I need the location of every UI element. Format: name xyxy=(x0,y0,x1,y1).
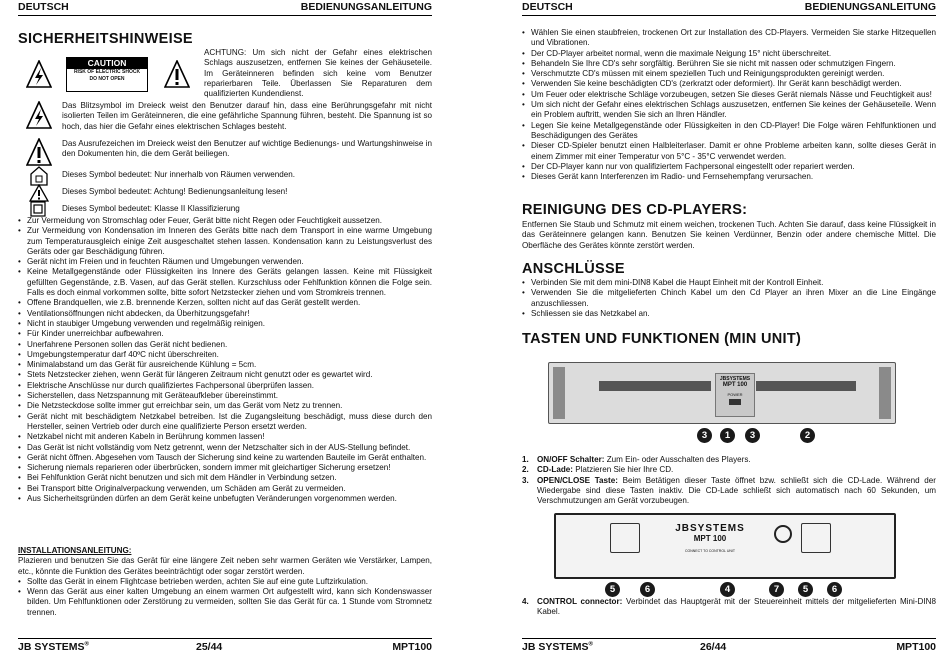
footer-brand: JB SYSTEMS® xyxy=(18,641,89,653)
list-item: • Für Kinder unerreichbar aufbewahren. xyxy=(18,329,432,339)
list-item: • Zur Vermeidung von Stromschlag oder Feuer, Gerät bitte nicht Regen oder Feuchtigkeit aussetzen. xyxy=(18,216,432,226)
list-item: • Legen Sie keine Metallgegenstände oder Flüssigkeiten in den CD-Player! Die Folge wären Fehlfunktionen und Beschädigungen des Gerätes xyxy=(522,121,936,142)
left-page xyxy=(18,0,432,654)
cleaning-text: Entfernen Sie Staub und Schmutz mit einem weichen, trockenen Tuch. Achten Sie darauf, dass keine Flüssigkeit in das Geräteinnere gelangen kann. Benutzen Sie keinen Verdünner, Benzin oder andere chemische Mittel. Die Oberfläche des Gerätes könnte zerstört werden. xyxy=(522,220,936,250)
footer-model: MPT100 xyxy=(392,641,432,653)
header-language: DEUTSCH xyxy=(18,1,69,13)
safety-heading: SICHERHEITSHINWEISE xyxy=(18,31,193,47)
read-manual-triangle-icon xyxy=(29,184,49,202)
cleaning-heading: REINIGUNG DES CD-PLAYERS: xyxy=(522,202,748,218)
list-item: • Bei Transport bitte Originalverpackung verwenden, um Schäden am Gerät zu vermeiden. xyxy=(18,484,432,494)
lightning-triangle-icon xyxy=(26,101,52,129)
list-item: • Wählen Sie einen staubfreien, trockenen Ort zur Installation des CD-Players. Vermeiden Sie starke Hitzequellen und Vibrationen. xyxy=(522,28,936,49)
installation-heading: INSTALLATIONSANLEITUNG: xyxy=(18,546,132,555)
lightning-triangle-icon xyxy=(26,60,52,88)
list-item: • Um sich nicht der Gefahr eines elektrischen Schlags auszusetzen, entfernen Sie keines der Gehäuseteile. Wenn ein Problem auftritt, wenden Sie sich an Ihren Händler. xyxy=(522,100,936,121)
callout-3: 3 xyxy=(697,428,712,443)
keys-heading: TASTEN UND FUNKTIONEN (MIN UNIT) xyxy=(522,331,802,347)
list-item: • Verbinden Sie mit dem mini-DIN8 Kabel die Haupt Einheit mit der Kontroll Einheit. xyxy=(522,278,936,288)
list-item: • Um Feuer oder elektrische Schläge vorzubeugen, setzen Sie dieses Gerät niemals Nässe und Feuchtigkeit aus! xyxy=(522,90,936,100)
header-title: BEDIENUNGSANLEITUNG xyxy=(804,1,936,13)
page-footer xyxy=(18,638,432,653)
connections-bullet-list xyxy=(522,278,936,319)
device-back-panel xyxy=(554,513,896,579)
list-item: • Der CD-Player kann nur von qualifiziertem Fachpersonal eingestellt oder repariert werden. xyxy=(522,162,936,172)
list-item: • Sollte das Gerät in einem Flightcase betrieben werden, achten Sie auf eine gute Luftzirkulation. xyxy=(18,577,432,587)
list-item: • Zur Vermeidung von Kondensation im Inneren des Geräts bitte nach dem Transport in eine warme Umgebung zum Temperaturausgleich einige Zeit ausgeschaltet stehen lassen. Kondensation kann zu Leistungsverlust des Geräts oder gar Beschädigung führen. xyxy=(18,226,432,257)
list-item: • Offene Brandquellen, wie z.B. brennende Kerzen, sollten nicht auf das Gerät gestellt werden. xyxy=(18,298,432,308)
caution-line2: DO NOT OPEN xyxy=(89,76,125,82)
list-item: 4. CONTROL connector: Verbindet das Hauptgerät mit der Steuereinheit mittels der mitgelieferten Mini-DIN8 Kabel. xyxy=(522,597,936,617)
class-two-square-icon xyxy=(30,201,46,217)
footer-brand: JB SYSTEMS® xyxy=(522,641,593,653)
caution-title: CAUTION xyxy=(67,58,147,69)
list-item: • Ventilationsöffnungen nicht abdecken, da Überhitzungsgefahr! xyxy=(18,309,432,319)
page-header xyxy=(522,1,936,16)
cd-tray-left xyxy=(599,381,711,391)
caution-line1: RISK OF ELECTRIC SHOCK xyxy=(73,69,141,75)
exclamation-triangle-icon xyxy=(164,60,190,88)
handling-bullet-list xyxy=(522,28,936,182)
power-inlet xyxy=(774,525,792,543)
list-item: • Das Gerät ist nicht vollständig vom Netz getrennt, wenn der Netzschalter sich in der AUS-Stellung befindet. xyxy=(18,443,432,453)
list-item: • Stets Netzstecker ziehen, wenn Gerät für längeren Zeitraum nicht genutzt oder es gewartet wird. xyxy=(18,370,432,380)
installation-section xyxy=(18,546,432,618)
indoor-house-icon xyxy=(30,166,48,186)
list-item: • Verwenden Sie die mitgelieferten Chinch Kabel um den Cd Player an ihren Mixer an die Line Eingänge anzuschliessen. xyxy=(522,288,936,309)
function-list-connector xyxy=(522,597,936,618)
installation-bullet-list xyxy=(18,577,432,618)
list-item: 2. CD-Lade: Platzieren Sie hier Ihre CD. xyxy=(522,465,674,475)
footer-model: MPT100 xyxy=(896,641,936,653)
list-item: • Verwenden Sie keine beschädigten CD's (zerkratzt oder deformiert). Ihr Gerät kann beschädigt werden. xyxy=(522,79,936,89)
list-item: • Minimalabstand um das Gerät für ausreichende Kühlung = 5cm. xyxy=(18,360,432,370)
back-connector-label: CONNECT TO CONTROL UNIT xyxy=(684,549,736,553)
list-item: • Wenn das Gerät aus einer kalten Umgebung an einem warmen Ort aufgestellt wird, kann sich Kondenswasser bilden. Um Fehlfunktionen oder Zerstörung zu vermeiden, sollten Sie das Gerät für ca. 1 Stunde vom Stromnetz trennen. xyxy=(18,587,432,618)
manual-symbol-text: Dieses Symbol bedeutet: Achtung! Bedienungsanleitung lesen! xyxy=(62,187,288,196)
page-footer xyxy=(522,638,936,653)
list-item: • Umgebungstemperatur darf 40ºC nicht überschreiten. xyxy=(18,350,432,360)
callout-3: 3 xyxy=(745,428,760,443)
list-item: • Gerät nicht im Freien und in feuchten Räumen und Umgebungen verwenden. xyxy=(18,257,432,267)
list-item: • Der CD-Player arbeitet normal, wenn die maximale Neigung 15° nicht überschreitet. xyxy=(522,49,936,59)
function-list xyxy=(522,455,936,506)
list-item: 3. OPEN/CLOSE Taste: Beim Betätigen dieser Taste öffnet bzw. schließt sich die CD-Lade. Während der Wiedergabe sind diese Tasten inaktiv. Die CD-Lade schließt sich automatisch nach 60 Sekunden, um Verschmutzungen am Gerät vorzubeugen. xyxy=(522,475,936,506)
list-item: 1. ON/OFF Schalter: Zum Ein- oder Ausschalten des Players. xyxy=(522,455,751,464)
exclamation-symbol-text: Das Ausrufezeichen im Dreieck weist den Benutzer auf wichtige Bedienungs- und Wartungshinweise in den Dokumenten hin, die dem Gerät beiliegen. xyxy=(62,139,432,159)
callout-4: 4 xyxy=(720,582,735,597)
list-item: • Gerät nicht öffnen. Abgesehen vom Tausch der Sicherung sind keine zu wartenden Bauteile im Gerät enthalten. xyxy=(18,453,432,463)
page-number: 26/44 xyxy=(700,641,727,653)
callout-7: 7 xyxy=(769,582,784,597)
list-item: • Netzkabel nicht mit anderen Kabeln in Berührung kommen lassen! xyxy=(18,432,432,442)
callout-2: 2 xyxy=(800,428,815,443)
class2-symbol-text: Dieses Symbol bedeutet: Klasse II Klassifizierung xyxy=(62,204,240,213)
list-item: • Aus Sicherheitsgründen dürfen an dem Gerät keine unbefugten Veränderungen vorgenommen werden. xyxy=(18,494,432,504)
list-item: • Nicht in staubiger Umgebung verwenden und regelmäßig reinigen. xyxy=(18,319,432,329)
caution-label xyxy=(66,57,148,92)
list-item: • Unerfahrene Personen sollen das Gerät nicht bedienen. xyxy=(18,340,432,350)
front-power-label: POWER xyxy=(727,392,743,397)
power-switch xyxy=(729,399,741,405)
lightning-symbol-text: Das Blitzsymbol im Dreieck weist den Benutzer darauf hin, dass eine Berührungsgefahr mit nicht isolierten Teilen im Geräteinneren, die eine gefährliche Spannung führen, besteht. Die Spannung ist so hoch, das hier die Gefahr eines elektrischen Schlages besteht. xyxy=(62,101,432,131)
exclamation-triangle-icon xyxy=(26,138,52,166)
callout-1: 1 xyxy=(720,428,735,443)
list-item: • Verschmutzte CD's müssen mit einem speziellen Tuch und Reinigungsprodukten gereinigt werden. xyxy=(522,69,936,79)
callout-5: 5 xyxy=(798,582,813,597)
list-item: • Sicherstellen, dass Netzspannung mit Geräteaufkleber übereinstimmt. xyxy=(18,391,432,401)
page-header xyxy=(18,1,432,16)
list-item: • Dieses Gerät kann Interferenzen im Radio- und Fernsehempfang verursachen. xyxy=(522,172,936,182)
cd-tray-right xyxy=(756,381,856,391)
callout-6: 6 xyxy=(640,582,655,597)
device-front-panel xyxy=(548,362,896,424)
connections-heading: ANSCHLÜSSE xyxy=(522,261,625,277)
callout-6: 6 xyxy=(827,582,842,597)
front-brand-label: JBSYSTEMS xyxy=(719,376,751,382)
indoor-symbol-text: Dieses Symbol bedeutet: Nur innerhalb von Räumen verwenden. xyxy=(62,170,296,179)
achtung-text: ACHTUNG: Um sich nicht der Gefahr eines elektrischen Schlags auszusetzen, entfernen Sie keines der Gehäuseteile. Im Geräteinneren befinden sich keine vom Benutzer reparierbaren Teile. Überlassen Sie Reparaturen dem qualifizierten Kundendienst. xyxy=(204,48,432,99)
header-title: BEDIENUNGSANLEITUNG xyxy=(300,1,432,13)
list-item: • Keine Metallgegenstände oder Flüssigkeiten ins Innere des Geräts gelangen lassen. Keine mit Flüssigkeit gefüllten Gegenstände, z.B. Vasen, auf das Gerät stellen. Kurzschluss oder Fehlfunktion können die Folge sein. Falls es doch einmal vorkommen sollte, bitte sofort Netzstecker ziehen und vom Stromkreis trennen. xyxy=(18,267,432,298)
list-item: • Schliessen sie das Netzkabel an. xyxy=(522,309,936,319)
front-model-label: MPT 100 xyxy=(722,382,748,388)
list-item: • Elektrische Anschlüsse nur durch qualifiziertes Fachpersonal überprüfen lassen. xyxy=(18,381,432,391)
back-model-label: MPT 100 xyxy=(693,534,727,543)
list-item: • Behandeln Sie Ihre CD's sehr sorgfältig. Berühren Sie sie nicht mit nassen oder schmutzigen Fingern. xyxy=(522,59,936,69)
list-item: • Dieser CD-Spieler benutzt einen Halbleiterlaser. Damit er ohne Probleme arbeiten kann, sollte dieses Gerät in einem Zimmer mit einer Temperatur von 5°C - 35°C verwendet werden. xyxy=(522,141,936,162)
back-brand-label: JBSYSTEMS xyxy=(675,523,745,534)
header-language: DEUTSCH xyxy=(522,1,573,13)
list-item: • Die Netzsteckdose sollte immer gut erreichbar sein, um das Gerät vom Netz zu trennen. xyxy=(18,401,432,411)
list-item: • Bei Fehlfunktion Gerät nicht benutzen und sich mit dem Händler in Verbindung setzen. xyxy=(18,473,432,483)
right-page xyxy=(522,0,936,654)
list-item: • Gerät nicht mit beschädigtem Netzkabel betreiben. Ist die Zugangsleitung beschädigt, muss diese durch den Hersteller, seinen Vertrieb oder durch eine qualifizierte Person ersetzt werden. xyxy=(18,412,432,433)
list-item: • Sicherung niemals reparieren oder überbrücken, sondern immer mit gleichartiger Sicherung ersetzen! xyxy=(18,463,432,473)
page-number: 25/44 xyxy=(196,641,223,653)
installation-text: Plazieren und benutzen Sie das Gerät für eine längere Zeit neben sehr warmen Geräten wie Verstärker, Lampen, etc., könnte die Funktion des Gerätes beeinträchtigt oder sogar zerstört werden. xyxy=(18,556,432,576)
callout-5: 5 xyxy=(605,582,620,597)
safety-bullet-list xyxy=(18,216,432,504)
